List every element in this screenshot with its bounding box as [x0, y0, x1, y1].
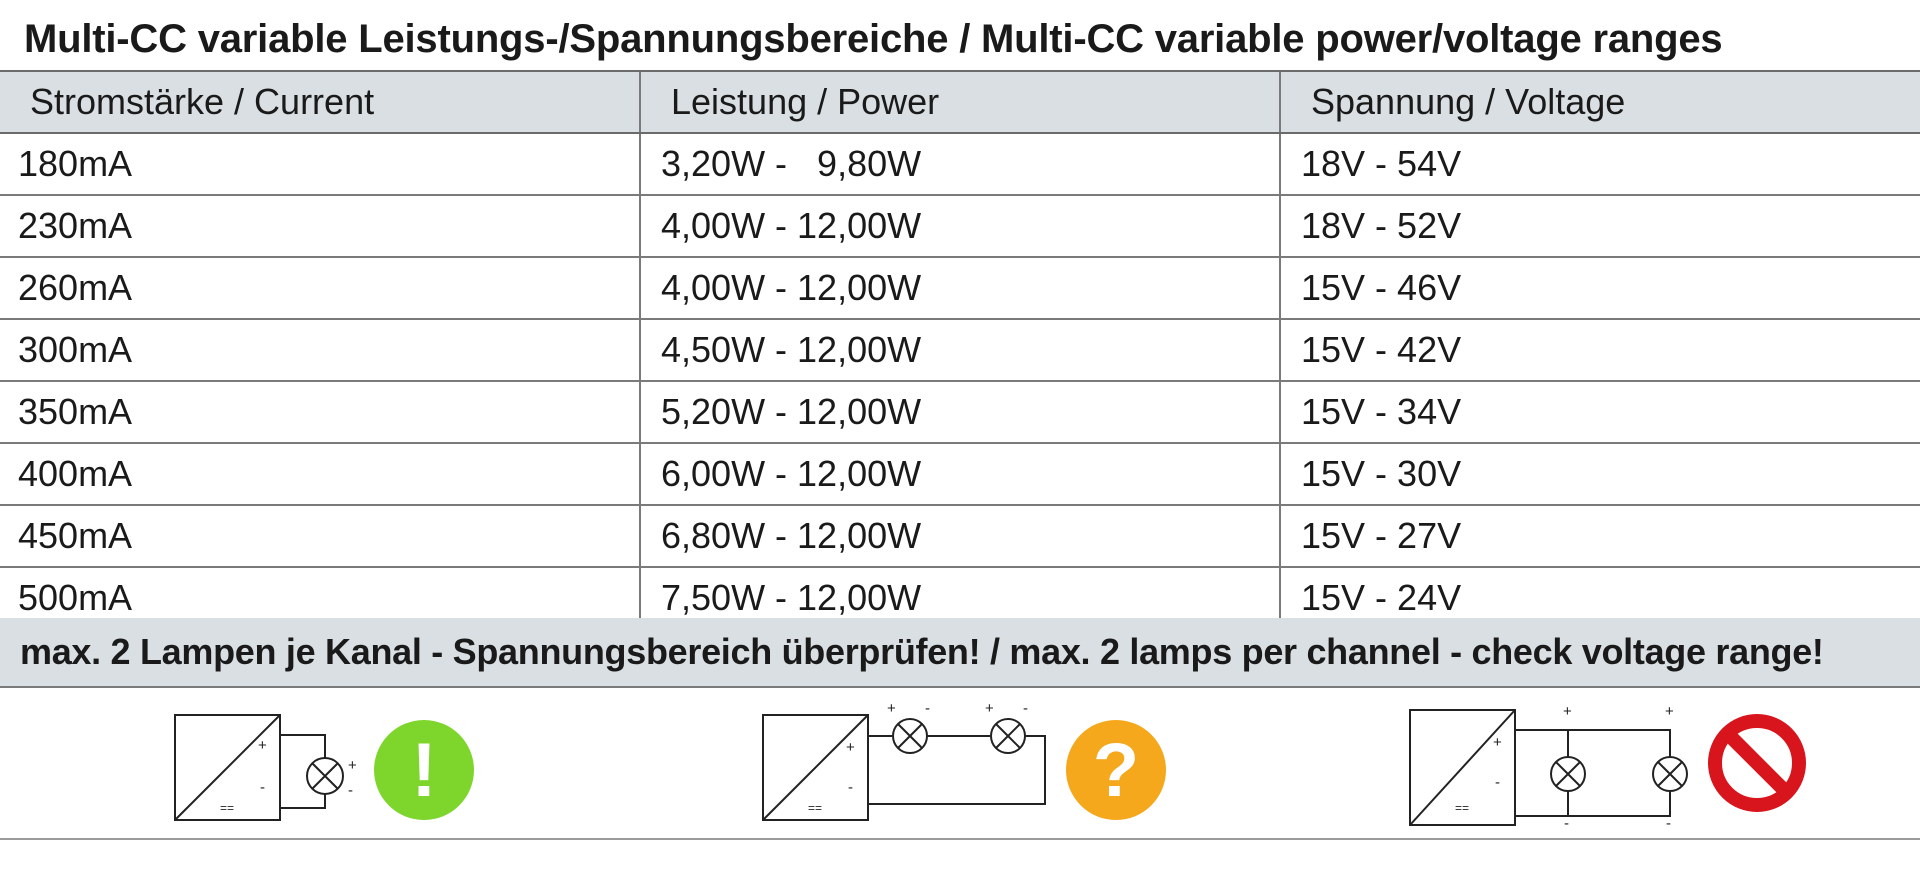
- cell-power: 4,00W - 12,00W: [640, 257, 1280, 319]
- table-row: [0, 381, 1920, 443]
- cell-current: 180mA: [0, 133, 640, 195]
- cell-voltage: 15V - 34V: [1280, 381, 1920, 443]
- minus-label: -: [1023, 700, 1028, 717]
- minus-label: -: [1564, 815, 1569, 830]
- dc-symbol: ==: [808, 801, 823, 815]
- cell-current: 500mA: [0, 567, 640, 629]
- column-header-voltage: Spannung / Voltage: [1280, 71, 1920, 133]
- table-row: [0, 505, 1920, 567]
- minus-label: -: [848, 779, 853, 796]
- column-header-current: Stromstärke / Current: [0, 71, 640, 133]
- no-entry-icon: [1706, 712, 1808, 814]
- dc-symbol: ==: [1455, 801, 1470, 815]
- bottom-divider: [0, 838, 1920, 840]
- plus-label: +: [846, 739, 855, 756]
- plus-label: +: [1665, 703, 1674, 720]
- cell-voltage: 18V - 54V: [1280, 133, 1920, 195]
- table-row: [0, 443, 1920, 505]
- cell-power: 3,20W - 9,80W: [640, 133, 1280, 195]
- table-row: [0, 133, 1920, 195]
- exclamation-icon: [372, 718, 476, 822]
- cell-power: 4,00W - 12,00W: [640, 195, 1280, 257]
- minus-label: -: [260, 779, 265, 796]
- cell-current: 300mA: [0, 319, 640, 381]
- cell-power: 5,20W - 12,00W: [640, 381, 1280, 443]
- cell-power: 6,00W - 12,00W: [640, 443, 1280, 505]
- cell-current: 230mA: [0, 195, 640, 257]
- warning-note-text: max. 2 Lampen je Kanal - Spannungsbereich überprüfen! / max. 2 lamps per channel - check voltage range!: [20, 631, 1824, 672]
- table-header-row: [0, 71, 1920, 133]
- cell-voltage: 15V - 27V: [1280, 505, 1920, 567]
- minus-label: -: [925, 700, 930, 717]
- cell-current: 350mA: [0, 381, 640, 443]
- plus-label: +: [985, 700, 994, 717]
- cell-voltage: 15V - 30V: [1280, 443, 1920, 505]
- exclamation-symbol: !: [411, 728, 437, 813]
- cell-power: 6,80W - 12,00W: [640, 505, 1280, 567]
- parallel-lamps-circuit-icon: [1405, 700, 1705, 830]
- warning-note: [0, 618, 1920, 688]
- question-icon: [1064, 718, 1168, 822]
- cell-voltage: 15V - 46V: [1280, 257, 1920, 319]
- minus-label: -: [348, 782, 353, 799]
- dc-symbol: ==: [220, 801, 235, 815]
- plus-label: +: [258, 737, 267, 754]
- cell-power: 4,50W - 12,00W: [640, 319, 1280, 381]
- plus-label: +: [1493, 734, 1502, 751]
- cell-current: 260mA: [0, 257, 640, 319]
- plus-label: +: [887, 700, 896, 717]
- cell-voltage: 18V - 52V: [1280, 195, 1920, 257]
- page-title: Multi-CC variable Leistungs-/Spannungsbereiche / Multi-CC variable power/voltage ranges: [24, 17, 1723, 61]
- question-symbol: ?: [1092, 728, 1140, 813]
- plus-label: +: [348, 757, 357, 774]
- single-lamp-circuit-icon: [170, 700, 370, 830]
- minus-label: -: [1495, 774, 1500, 791]
- cell-voltage: 15V - 24V: [1280, 567, 1920, 629]
- specs-table: [0, 70, 1920, 630]
- cell-power: 7,50W - 12,00W: [640, 567, 1280, 629]
- series-lamps-circuit-icon: [758, 700, 1058, 830]
- cell-current: 450mA: [0, 505, 640, 567]
- plus-label: +: [1563, 703, 1572, 720]
- table-row: [0, 195, 1920, 257]
- column-header-power: Leistung / Power: [640, 71, 1280, 133]
- table-row: [0, 319, 1920, 381]
- cell-voltage: 15V - 42V: [1280, 319, 1920, 381]
- cell-current: 400mA: [0, 443, 640, 505]
- minus-label: -: [1666, 815, 1671, 830]
- table-row: [0, 257, 1920, 319]
